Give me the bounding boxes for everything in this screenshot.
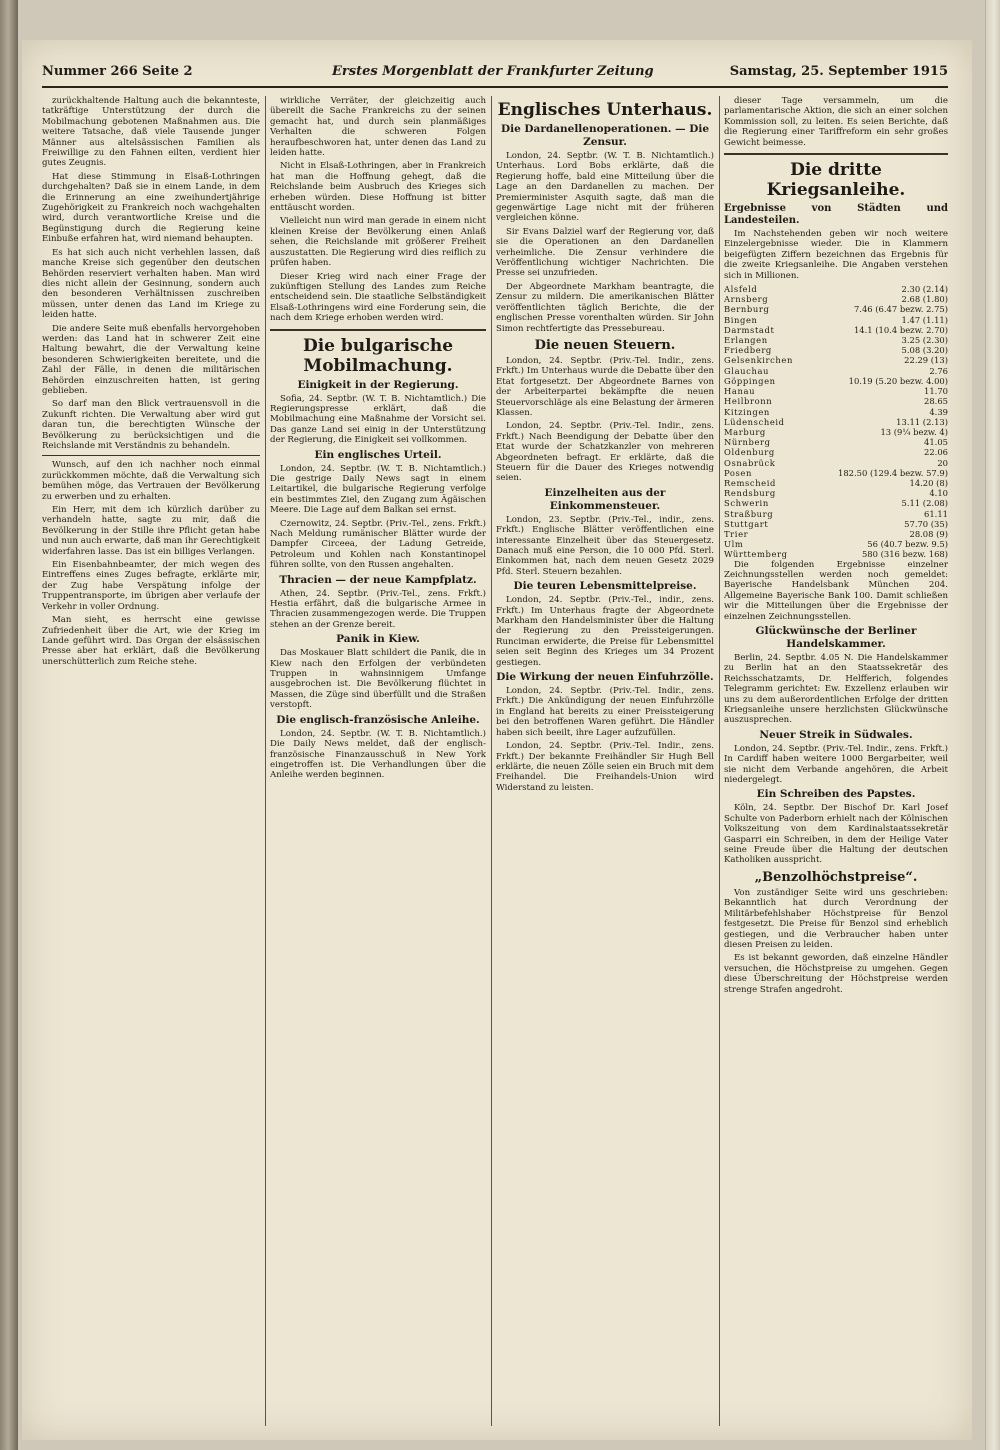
table-row bbox=[724, 407, 948, 417]
city-name: Remscheid bbox=[724, 477, 776, 488]
paragraph: Wunsch, auf den ich nachher noch einmal zurückkommen möchte, daß die Verwaltung sich bemühen möge, das Vertrauen der Bevölkerung zu erwerben und zu erhalten. bbox=[42, 460, 260, 502]
city-name: Trier bbox=[724, 528, 749, 539]
subheadline: Die Dardanellenoperationen. — Die Zensur. bbox=[500, 123, 710, 148]
paragraph: Dieser Krieg wird nach einer Frage der zukünftigen Stellung des Landes zum Reiche entscheidend sein. Die staatliche Selbständigkeit Elsaß-Lothringens wird eine Forderung sein, die nach dem Kriege erhoben werden wird. bbox=[270, 271, 486, 324]
loan-value: 22.06 bbox=[924, 447, 948, 458]
city-name: Göppingen bbox=[724, 375, 776, 386]
subheadline: Glückwünsche der Berliner Handelskammer. bbox=[755, 624, 917, 650]
city-name: Arnsberg bbox=[724, 294, 769, 305]
table-row bbox=[724, 529, 948, 539]
paragraph: Es ist bekannt geworden, daß einzelne Händler versuchen, die Höchstpreise zu umgehen. Gegen diese Überschreitung der Höchstpreise werden strenge Strafen angedroht. bbox=[724, 953, 948, 995]
table-row bbox=[724, 355, 948, 365]
loan-value: 56 (40.7 bezw. 9.5) bbox=[867, 539, 948, 550]
divider bbox=[42, 455, 260, 456]
paragraph: Czernowitz, 24. Septbr. (Priv.-Tel., zens. Frkft.) Nach Meldung rumänischer Blätter wurde der Dampfer Circeea, der Ladung Getreide, Petroleum und Kohlen nach Konstantinopel führen sollte, von den Russen angehalten. bbox=[270, 518, 486, 571]
city-name: Ulm bbox=[724, 539, 744, 550]
paragraph: London, 23. Septbr. (Priv.-Tel., indir., zens. Frkft.) Englische Blätter veröffentlichen eine interessante Einzelheit über das Steuergesetz. Danach muß eine Person, die 10 000 Pfd. Sterl. Einkommen hat, nach dem neuen Gesetz 2029 Pfd. Sterl. Steuern bezahlen. bbox=[496, 514, 714, 577]
subheadline: Ein Schreiben des Papstes. bbox=[756, 788, 916, 801]
city-name: Oldenburg bbox=[724, 447, 775, 458]
divider bbox=[724, 153, 948, 155]
city-name: Württemberg bbox=[724, 549, 788, 560]
subheadline: Einigkeit in der Regierung. bbox=[297, 378, 459, 391]
table-row bbox=[724, 335, 948, 345]
loan-value: 41.05 bbox=[924, 437, 948, 448]
city-name: Lüdenscheid bbox=[724, 416, 785, 427]
table-row bbox=[724, 539, 948, 549]
paragraph: Nicht in Elsaß-Lothringen, aber in Frankreich hat man die Hoffnung gehegt, daß die Reichslande beim Ausbruch des Krieges sich erheben würden. Diese Hoffnung ist bitter enttäuscht worden. bbox=[270, 161, 486, 214]
loan-value: 57.70 (35) bbox=[904, 518, 948, 529]
subheadline: Thracien — der neue Kampfplatz. bbox=[279, 573, 477, 586]
paragraph: Sofia, 24. Septbr. (W. T. B. Nichtamtlich.) Die Regierungspresse erklärt, daß die Mobilmachung eine Maßnahme der Vorsicht sei. Das ganze Land sei einig in der Unterstützung der Regierung, die Einigkeit sei vollkommen. bbox=[270, 393, 486, 446]
paragraph: Von zuständiger Seite wird uns geschrieben: Bekanntlich hat durch Verordnung der Militärbefehlshaber Höchstpreise für Benzol festgesetzt. Die Preise für Benzol sind erheblich gestiegen, und die Verbraucher haben unter diesen Preisen zu leiden. bbox=[724, 887, 948, 950]
table-row bbox=[724, 376, 948, 386]
table-row bbox=[724, 549, 948, 559]
city-name: Posen bbox=[724, 467, 752, 478]
subheadline: Ergebnisse von Städten und Landesteilen. bbox=[724, 203, 948, 227]
table-row bbox=[724, 437, 948, 447]
table-row bbox=[724, 417, 948, 427]
loan-value: 5.11 (2.08) bbox=[901, 498, 948, 509]
loan-value: 4.39 bbox=[929, 406, 948, 417]
loan-value: 2.68 (1.80) bbox=[901, 294, 948, 305]
loan-value: 2.30 (2.14) bbox=[901, 284, 948, 295]
paragraph: zurückhaltende Haltung auch die bekannteste, tatkräftige Unterstützung der durch die Mobilmachung gebotenen Maßnahmen aus. Die weitere Tatsache, daß viele Tausende junger Männer aus altelsässischen Familien als Freiwillige zu den Fahnen eilten, verdient hier gutes Zeugnis. bbox=[42, 96, 260, 169]
newspaper-title: Erstes Morgenblatt der Frankfurter Zeitung bbox=[332, 64, 654, 79]
table-row bbox=[724, 315, 948, 325]
city-name: Gelsenkirchen bbox=[724, 355, 793, 366]
masthead bbox=[42, 58, 948, 88]
paragraph: Berlin, 24. Septbr. 4.05 N. Die Handelskammer zu Berlin hat an den Staatssekretär des Reichsschatzamts, Dr. Helfferich, folgendes Telegramm gerichtet: Ew. Exzellenz erlauben wir uns zu dem außerordentlichen Erfolge der dritten Kriegsanleihe unsere herzlichsten Glückwünsche auszusprechen. bbox=[724, 652, 948, 726]
city-name: Erlangen bbox=[724, 335, 768, 346]
loan-value: 580 (316 bezw. 168) bbox=[861, 549, 948, 560]
column-rule bbox=[491, 96, 492, 1426]
subheadline: Die teuren Lebensmittelpreise. bbox=[513, 580, 697, 593]
table-row bbox=[724, 427, 948, 437]
paragraph: Im Nachstehenden geben wir noch weitere Einzelergebnisse wieder. Die in Klammern beigefügten Ziffern bezeichnen das Ergebnis für die zweite Kriegsanleihe. Die Angaben verstehen sich in Millionen. bbox=[724, 229, 948, 281]
city-name: Straßburg bbox=[724, 508, 774, 519]
city-name: Stuttgart bbox=[724, 518, 769, 529]
paragraph: London, 24. Septbr. (Priv.-Tel. Indir., zens. Frkft.) Die Ankündigung der neuen Einfuhrzölle in England hat bereits zu einer Preissteigerung bei den betroffenen Waren geführt. Die Händler haben sich beeilt, ihre Lager aufzufüllen. bbox=[496, 686, 714, 738]
table-row bbox=[724, 519, 948, 529]
table-row bbox=[724, 498, 948, 508]
loan-value: 5.08 (3.20) bbox=[901, 345, 948, 356]
city-name: Nürnberg bbox=[724, 437, 771, 448]
city-name: Alsfeld bbox=[724, 284, 758, 295]
table-row bbox=[724, 294, 948, 304]
paragraph: Vielleicht nun wird man gerade in einem nicht kleinen Kreise der Bevölkerung einen Anlaß sehen, die Reichslande mit größerer Freiheit auszustatten. Die Regierung wird dies reiflich zu prüfen haben. bbox=[270, 216, 486, 269]
loan-value: 13 (9¼ bezw. 4) bbox=[880, 426, 948, 437]
city-name: Rendsburg bbox=[724, 488, 776, 499]
city-name: Kitzingen bbox=[724, 406, 770, 417]
paragraph: Athen, 24. Septbr. (Priv.-Tel., zens. Frkft.) Hestia erfährt, daß die bulgarische Armee in Thracien zusammengezogen werde. Die Truppen stehen an der Grenze bereit. bbox=[270, 588, 486, 630]
table-row bbox=[724, 304, 948, 314]
table-row bbox=[724, 284, 948, 294]
city-name: Hanau bbox=[724, 386, 756, 397]
table-row bbox=[724, 396, 948, 406]
loan-value: 11.70 bbox=[924, 386, 948, 397]
city-name: Bingen bbox=[724, 314, 758, 325]
newspaper-page bbox=[22, 40, 972, 1440]
subheadline: Die neuen Steuern. bbox=[534, 337, 676, 353]
paragraph: London, 24. Septbr. (W. T. B. Nichtamtlich.) Die Daily News meldet, daß der englisch-französische Finanzausschuß in New York eingetroffen ist. Die Verhandlungen über die Anleihe werden beginnen. bbox=[270, 728, 486, 781]
paragraph: London, 24. Septbr. (Priv.-Tel., indir., zens. Frkft.) Im Unterhaus fragte der Abgeordnete Markham den Handelsminister über die Haltung der Regierung zu den Preissteigerungen. Runciman erwiderte, die Preise für Lebensmittel seien seit Beginn des Krieges um 34 Prozent gestiegen. bbox=[496, 595, 714, 668]
paragraph: Ein Herr, mit dem ich kürzlich darüber zu verhandeln hatte, sagte zu mir, daß die Bevölkerung in der Stille ihre Pflicht getan habe und nun auch erwarte, daß man ihr Gerechtigkeit widerfahren lasse. Das ist ein billiges Verlangen. bbox=[42, 505, 260, 557]
paragraph: London, 24. Septbr. (Priv.-Tel. Indir., zens. Frkft.) Der bekannte Freihändler Sir Hugh Bell erklärte, die neuen Zölle seien ein Bruch mit dem Freihandel. Die Freihandels-Union wird Widerstand zu leisten. bbox=[496, 741, 714, 793]
paragraph: London, 24. Septbr. (W. T. B. Nichtamtlich.) Die gestrige Daily News sagt in einem Leitartikel, die bulgarische Regierung verfolge ein bestimmtes Ziel, den Zugang zum Ägäischen Meere. Die Lage auf dem Balkan sei ernst. bbox=[270, 463, 486, 516]
paragraph: Köln, 24. Septbr. Der Bischof Dr. Karl Josef Schulte von Paderborn erhielt nach der Kölnischen Volkszeitung von dem Kardinalstaatssekretär Gasparri ein Schreiben, in dem der Heilige Vater seine Freude über die Haltung der deutschen Katholiken ausspricht. bbox=[724, 803, 948, 866]
paragraph: London, 24. Septbr. (W. T. B. Nichtamtlich.) Unterhaus. Lord Bobs erklärte, daß die Regierung hoffe, bald eine Mitteilung über die Lage an den Dardanellen zu machen. Der Premierminister Asquith sagte, daß man die gegenwärtige Lage nicht mit der früheren vergleichen könne. bbox=[496, 151, 714, 224]
table-row bbox=[724, 366, 948, 376]
paragraph: dieser Tage versammeln, um die parlamentarische Aktion, die sich an einer solchen Kommission soll, zu leiten. Es seien Berichte, daß die Regierung einer Tariffreform ein sehr großes Gewicht beimesse. bbox=[724, 96, 948, 148]
paragraph: Es hat sich auch nicht verhehlen lassen, daß manche Kreise sich gegenüber den deutschen Behörden reserviert verhalten haben. Man wird dies nicht allein der Gesinnung, sondern auch den besonderen Verhältnissen zuschreiben müssen, unter denen das Land im Kriege zu leiden hatte. bbox=[42, 247, 260, 321]
divider bbox=[270, 329, 486, 331]
city-name: Darmstadt bbox=[724, 324, 775, 335]
loan-value: 1.47 (1.11) bbox=[901, 314, 948, 325]
column-rule bbox=[265, 96, 266, 1426]
loan-value: 13.11 (2.13) bbox=[896, 416, 948, 427]
paragraph: Hat diese Stimmung in Elsaß-Lothringen durchgehalten? Daß sie in einem Lande, in dem die Erinnerung an eine zweihundertjährige Zugehörigkeit zu Frankreich noch wachgehalten wird, durch verantwortliche Kreise und die Begünstigung durch die Regierung keine Einbuße erfahren hat, wird niemand behaupten. bbox=[42, 171, 260, 245]
subheadline: Ein englisches Urteil. bbox=[314, 448, 442, 461]
paragraph: Die andere Seite muß ebenfalls hervorgehoben werden: das Land hat in schwerer Zeit eine Haltung bewahrt, die der Verwaltung keine besonderen Schwierigkeiten bereitete, und die Zahl der Fälle, in denen die militärischen Behörden einzuschreiten hatten, ist gering geblieben. bbox=[42, 323, 260, 396]
headline-english-parliament: Englisches Unterhaus. bbox=[497, 100, 713, 120]
city-name: Bernburg bbox=[724, 304, 770, 315]
subheadline: Panik in Kiew. bbox=[336, 633, 420, 646]
city-name: Heilbronn bbox=[724, 396, 773, 407]
city-name: Schwerin bbox=[724, 498, 769, 509]
loan-value: 4.10 bbox=[929, 488, 948, 499]
city-name: Friedberg bbox=[724, 345, 772, 356]
city-name: Marburg bbox=[724, 426, 766, 437]
loan-value: 182.50 (129.4 bezw. 57.9) bbox=[837, 467, 948, 478]
table-row bbox=[724, 325, 948, 335]
column-3 bbox=[496, 96, 714, 1426]
paragraph: So darf man den Blick vertrauensvoll in die Zukunft richten. Die Verwaltung aber wird gut daran tun, die berechtigten Wünsche der Bevölkerung zu berücksichtigen und die Reichslande mit Verständnis zu behandeln. bbox=[42, 399, 260, 451]
table-row bbox=[724, 345, 948, 355]
city-name: Glauchau bbox=[724, 365, 770, 376]
column-4 bbox=[724, 96, 948, 1426]
page-edge bbox=[985, 0, 1000, 1450]
loan-results-table bbox=[724, 284, 948, 559]
table-row bbox=[724, 509, 948, 519]
subheadline: Einzelheiten aus der Einkommensteuer. bbox=[544, 486, 666, 512]
paragraph: London, 24. Septbr. (Priv.-Tel. Indir., zens. Frkft.) Im Unterhaus wurde die Debatte über den Etat fortgesetzt. Der Abgeordnete Barnes von der Arbeiterpartei bekämpfte die neuen Steuervorschläge als eine Belastung der ärmeren Klassen. bbox=[496, 355, 714, 418]
book-binding bbox=[0, 0, 18, 1450]
loan-value: 14.1 (10.4 bezw. 2.70) bbox=[853, 324, 948, 335]
subheadline: Die englisch-französische Anleihe. bbox=[276, 713, 480, 726]
table-row bbox=[724, 478, 948, 488]
page-number: Nummer 266 Seite 2 bbox=[42, 64, 193, 79]
table-row bbox=[724, 447, 948, 457]
loan-value: 14.20 (8) bbox=[909, 477, 948, 488]
loan-value: 2.76 bbox=[929, 365, 948, 376]
loan-value: 28.08 (9) bbox=[909, 528, 948, 539]
headline-third-war-loan: Die dritte Kriegsanleihe. bbox=[766, 160, 906, 201]
city-name: Osnabrück bbox=[724, 457, 776, 468]
column-1 bbox=[42, 96, 260, 1426]
loan-value: 3.25 (2.30) bbox=[901, 335, 948, 346]
paragraph: London, 24. Septbr. (Priv.-Tel. Indir., zens. Frkft.) Nach Beendigung der Debatte über den Etat wurde der Schatzkanzler von mehreren Abgeordneten befragt. Er erklärte, daß die Steuern für die Dauer des Krieges notwendig seien. bbox=[496, 421, 714, 484]
loan-value: 61.11 bbox=[924, 508, 948, 519]
loan-value: 28.65 bbox=[924, 396, 948, 407]
table-row bbox=[724, 488, 948, 498]
table-row bbox=[724, 386, 948, 396]
loan-value: 10.19 (5.20 bezw. 4.00) bbox=[848, 375, 948, 386]
paragraph: Sir Evans Dalziel warf der Regierung vor, daß sie die Operationen an den Dardanellen verheimliche. Die Zensur verhindere die Veröffentlichung wichtiger Nachrichten. Die Presse sei unzufrieden. bbox=[496, 226, 714, 279]
loan-value: 7.46 (6.47 bezw. 2.75) bbox=[853, 304, 948, 315]
paragraph: Das Moskauer Blatt schildert die Panik, die in Kiew nach den Erfolgen der verbündeten Truppen in wahnsinnigem Umfange ausgebrochen ist. Die Bevölkerung flüchtet in Massen, die Züge sind überfüllt und die Straßen verstopft. bbox=[270, 648, 486, 711]
paragraph: Man sieht, es herrscht eine gewisse Zufriedenheit über die Art, wie der Krieg im Lande geführt wird. Das Organ der elsässischen Presse aber hat erklärt, daß die Bevölkerung unerschütterlich zum Reiche stehe. bbox=[42, 615, 260, 667]
issue-date: Samstag, 25. September 1915 bbox=[729, 64, 948, 79]
headline-bulgarian-mobilization: Die bulgarische Mobilmachung. bbox=[302, 335, 454, 376]
loan-value: 20 bbox=[937, 457, 948, 468]
table-row bbox=[724, 458, 948, 468]
subheadline: „Benzolhöchstpreise“. bbox=[754, 869, 918, 885]
paragraph: Der Abgeordnete Markham beantragte, die Zensur zu mildern. Die amerikanischen Blätter veröffentlichten täglich Berichte, die der englischen Presse vorenthalten würden. Sir John Simon rechtfertigte das Pressebureau. bbox=[496, 281, 714, 334]
paragraph: wirkliche Verräter, der gleichzeitig auch übereilt die Sache Frankreichs zu der seinen gemacht hat, und durch sein planmäßiges Verhalten die schweren Folgen heraufbeschworen hat, unter denen das Land zu leiden hatte. bbox=[270, 96, 486, 159]
subheadline: Neuer Streik in Südwales. bbox=[759, 728, 913, 741]
loan-value: 22.29 (13) bbox=[904, 355, 948, 366]
paragraph: Die folgenden Ergebnisse einzelner Zeichnungsstellen werden noch gemeldet: Bayerische Handelsbank München 204. Allgemeine Bayerische Bank 100. Damit schließen wir die Mitteilungen über die Ergebnisse der einzelnen Zeichnungsstellen. bbox=[724, 559, 948, 622]
paragraph: London, 24. Septbr. (Priv.-Tel. Indir., zens. Frkft.) In Cardiff haben weitere 1000 Bergarbeiter, weil sie nicht dem Verbande angehören, die Arbeit niedergelegt. bbox=[724, 743, 948, 786]
subheadline: Die Wirkung der neuen Einfuhrzölle. bbox=[496, 671, 714, 684]
column-rule bbox=[719, 96, 720, 1426]
column-2 bbox=[270, 96, 486, 1426]
paragraph: Ein Eisenbahnbeamter, der mich wegen des Eintreffens eines Zuges befragte, erklärte mir, der Zug habe Verspätung infolge der Truppentransporte, im übrigen aber verlaufe der Verkehr in voller Ordnung. bbox=[42, 560, 260, 612]
table-row bbox=[724, 468, 948, 478]
